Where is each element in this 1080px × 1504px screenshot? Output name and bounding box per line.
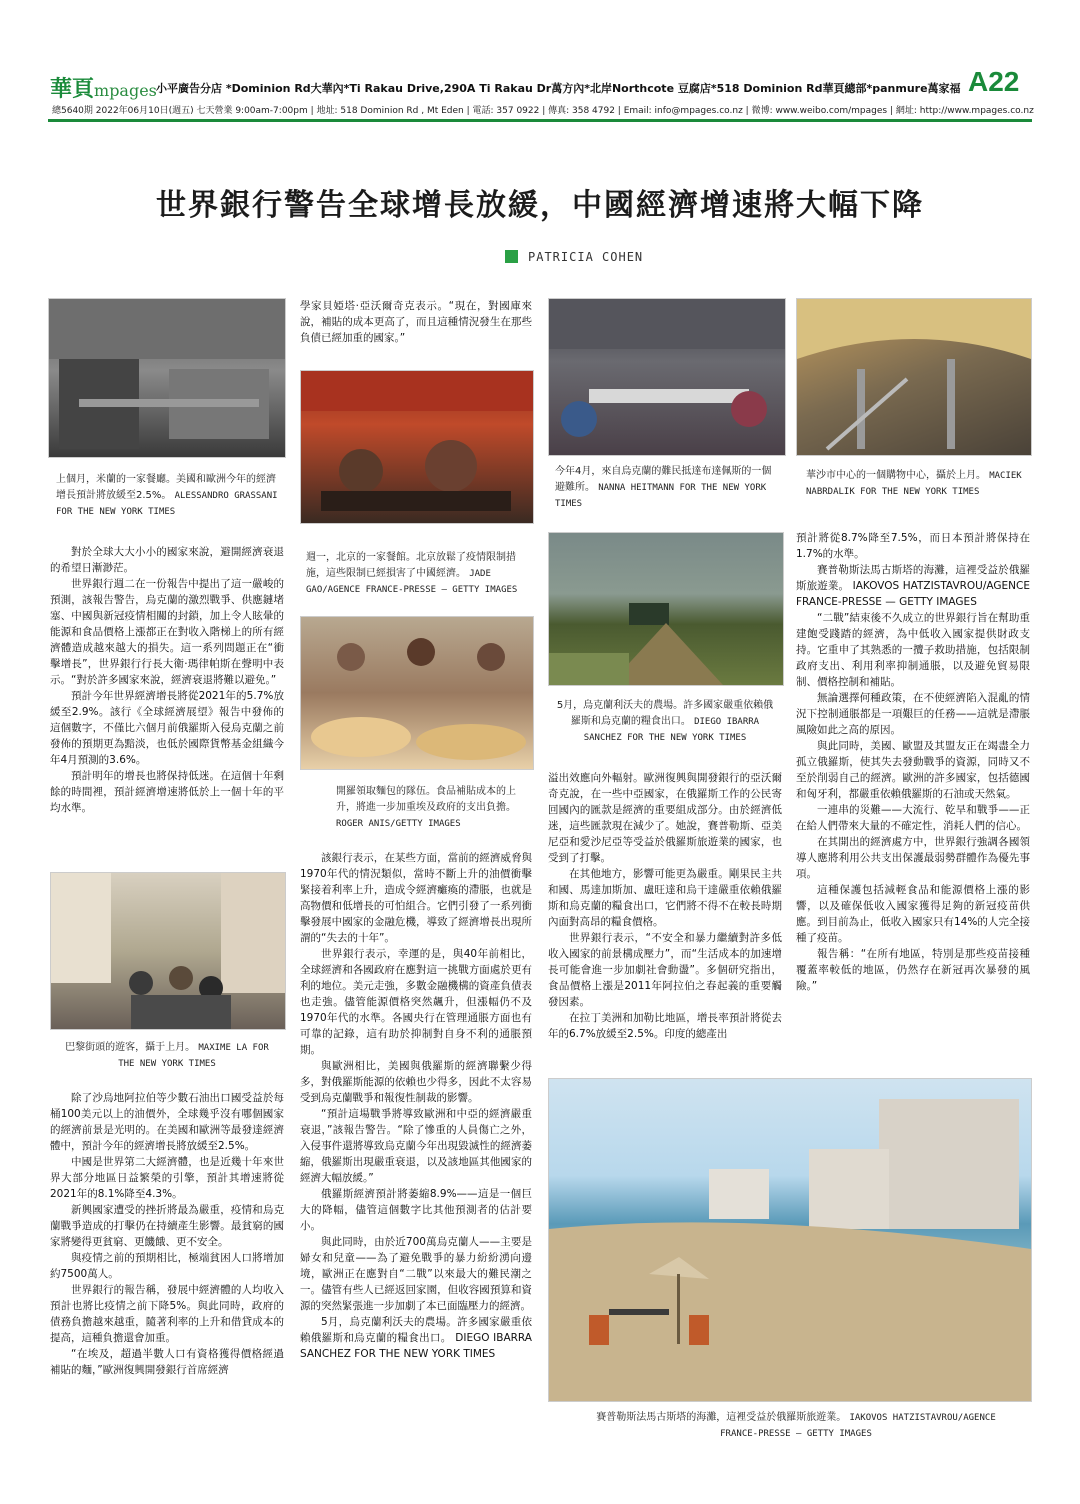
paragraph: 這種保護包括減輕食品和能源價格上漲的影響，以及確保低收入國家獲得足夠的新冠疫苗供應。到目前為止，低收入國家只有14%的人完全接種了疫苗。 [796,884,1030,944]
paragraph: 與歐洲相比，美國與俄羅斯的經濟聯繫少得多，對俄羅斯能源的依賴也少得多，因此不太容易受到烏克蘭戰爭和報復性制裁的影響。 [300,1060,532,1104]
caption-paris: 巴黎街頭的遊客，攝于上月。 MAXIME LA FOR THE NEW YORK TIMES [65,1042,269,1069]
paragraph: 與疫情之前的預期相比，極端貧困人口將增加約7500萬人。 [50,1252,284,1280]
paragraph: “在埃及，超過半數人口有資格獲得價格經過補貼的麵，”歐洲復興開發銀行首席經濟 [50,1348,284,1376]
paragraph: 預計明年的增長也將保持低迷。在這個十年剩餘的時間裡，預計經濟增速將低於上一個十年的平均水準。 [50,770,284,814]
paragraph: 與此同時，美國、歐盟及其盟友正在竭盡全力孤立俄羅斯，使其失去發動戰爭的資源，同時又不至於削弱自己的經濟。歐洲的許多國家，包括德國和匈牙利，都嚴重依賴俄羅斯的石油或天然氣。 [796,740,1030,800]
issue-info-line: 總5640期 2022年06月10日(週五) 七天營業 9:00am-7:00pm | 地址: 518 Dominion Rd , Mt Eden | 電話: 357 0922 | 傳真: 358 4792 | Email: info@mpages.co.nz | 微博: www.weibo.com/mpages | 網址: http://www.mpages.co.nz [52,106,1034,116]
page-number: A22 [968,66,1020,97]
body-column-3 [548,770,782,1042]
paragraph: 一連串的災難——大流行、乾旱和戰爭——正在給人們帶來大量的不確定性，消耗人們的信心。 [796,804,1030,832]
paragraph: 中國是世界第二大經濟體，也是近幾十年來世界大部分地區日益繁榮的引擎，預計其增速將從2021年的8.1%降至4.3%。 [50,1156,284,1200]
header-rule [48,119,1032,122]
paragraph: 在其開出的經濟處方中，世界銀行強調各國領導人應將利用公共支出保護最弱勢群體作為優先事項。 [796,836,1030,880]
article-title: 世界銀行警告全球增長放緩，中國經濟增速將大幅下降 [156,188,924,223]
photo-milan-restaurant [48,298,286,458]
photo-warsaw-mall [796,298,1032,456]
paragraph: 俄羅斯經濟預計將萎縮8.9%——這是一個巨大的降幅，儘管這個數字比其他預測者的估計要小。 [300,1188,532,1232]
photo-budapest-shelter [548,298,786,456]
caption-budapest: 今年4月，來自烏克蘭的難民抵達布達佩斯的一個避難所。 NANNA HEITMANN FOR THE NEW YORK TIMES [555,466,772,509]
photo-famagusta-beach [548,1078,1032,1402]
paragraph: 該銀行表示，在某些方面，當前的經濟威脅與1970年代的情況類似，當時不斷上升的油價衝擊緊接着利率上升，造成令經濟癱瘓的滯脹，也就是高物價和低增長的可怕組合。它們引發了一系列衝擊發展中國家的金融危機，導致了經濟增長出現所謂的“失去的十年”。 [300,852,532,944]
body-column-4 [796,530,1030,994]
body-column-2a [300,298,532,346]
branch-addresses: 小平廣告分店 *Dominion Rd大華內*Ti Rakau Drive,290A Ti Rakau Dr萬方內*北岸Northcote 豆腐店*518 Dominion Rd華頁總部*panmure萬家福 [156,82,961,95]
paragraph: 世界銀行表示，“不安全和暴力繼續對許多低收入國家的前景構成壓力”，而“生活成本的加速增長可能會進一步加劇社會動盪”。多個研究指出，食品價格上漲是2011年阿拉伯之春起義的重要觸發因素。 [548,932,782,1008]
caption-cairo: 開羅領取麵包的隊伍。食品補貼成本的上升，將進一步加重埃及政府的支出負擔。 ROGER ANIS/GETTY IMAGES [336,786,516,829]
caption-lviv: 5月，烏克蘭利沃夫的農場。許多國家嚴重依賴俄羅斯和烏克蘭的糧食出口。 DIEGO IBARRA SANCHEZ FOR THE NEW YORK TIMES [556,700,774,743]
byline: PATRICIA COHEN [505,250,643,264]
photo-beijing-restaurant [300,370,534,524]
caption-beijing: 週一，北京的一家餐館。北京放鬆了疫情限制措施，這些限制已經損害了中國經濟。 JADE GAO/AGENCE FRANCE-PRESSE — GETTY IMAGES [306,552,518,595]
photo-cairo-bread-line [300,616,534,770]
photo-lviv-farm [548,532,784,686]
paragraph: 在拉丁美洲和加勒比地區，增長率預計將從去年的6.7%放緩至2.5%。印度的總產出 [548,1012,782,1040]
caption-famagusta: 賽普勒斯法馬古斯塔的海灘，這裡受益於俄羅斯旅遊業。 IAKOVOS HATZISTAVROU/AGENCE FRANCE-PRESSE — GETTY IMAGES [596,1412,996,1439]
caption-warsaw: 華沙市中心的一個購物中心，攝於上月。 MACIEK NABRDALIK FOR THE NEW YORK TIMES [806,470,1022,497]
paragraph: 賽普勒斯法馬古斯塔的海灘，這裡受益於俄羅斯旅遊業。 IAKOVOS HATZISTAVROU/AGENCE FRANCE-PRESSE — GETTY IMAGES [796,564,1030,608]
paragraph: 5月，烏克蘭利沃夫的農場。許多國家嚴重依賴俄羅斯和烏克蘭的糧食出口。 DIEGO IBARRA SANCHEZ FOR THE NEW YORK TIMES [300,1316,532,1360]
paragraph: 無論選擇何種政策，在不使經濟陷入混亂的情況下控制通脹都是一項艱巨的任務——這就是滯脹風險如此之高的原因。 [796,692,1030,736]
paragraph: 溢出效應向外輻射。歐洲復興與開發銀行的亞沃爾奇克說，在一些中亞國家，在俄羅斯工作的公民寄回國內的匯款是經濟的重要組成部分。由於經濟低迷，這些匯款現在減少了。她說，賽普勒斯、亞美尼亞和愛沙尼亞等受益於俄羅斯旅遊業的國家，也受到了打擊。 [548,772,782,864]
caption-milan: 上個月，米蘭的一家餐廳。美國和歐洲今年的經濟增長預計將放緩至2.5%。 ALESSANDRO GRASSANI FOR THE NEW YORK TIMES [56,474,278,517]
paragraph: 學家貝婭塔·亞沃爾奇克表示。“現在，對國庫來說，補貼的成本更高了，而且這種情況發生在那些負債已經加重的國家。” [300,300,532,344]
body-column-1a [50,544,284,816]
paragraph: 對於全球大大小小的國家來說，避開經濟衰退的希望日漸渺茫。 [50,546,284,574]
byline-marker [505,250,518,263]
paragraph: 世界銀行表示，幸運的是，與40年前相比，全球經濟和各國政府在應對這一挑戰方面處於更有利的地位。美元走強，多數金融機構的資產負債表也走強。儘管能源價格突然飆升，但漲幅仍不及1970年代的水準。各國央行在管理通脹方面也有可靠的記錄，這有助於抑制對自身不利的通脹預期。 [300,948,532,1056]
paragraph: 預計將從8.7%降至7.5%，而日本預計將保持在1.7%的水準。 [796,532,1030,560]
photo-paris-street [50,872,286,1030]
paragraph: 報告稱：“在所有地區，特別是那些疫苗接種覆蓋率較低的地區，仍然存在新冠再次暴發的風險。” [796,948,1030,992]
paragraph: 除了沙烏地阿拉伯等少數石油出口國受益於每桶100美元以上的油價外，全球幾乎沒有哪個國家的經濟前景是光明的。在美國和歐洲等最發達經濟體中，預計今年的經濟增長將放緩至2.5%。 [50,1092,284,1152]
masthead-logo: 華頁mpages [50,76,157,102]
paragraph: 世界銀行的報告稱，發展中經濟體的人均收入預計也將比疫情之前下降5%。與此同時，政府的債務負擔越來越重，隨著利率的上升和借貸成本的提高，這種負擔還會加重。 [50,1284,284,1344]
body-column-1b [50,1090,284,1378]
paragraph: “預計這場戰爭將導致歐洲和中亞的經濟嚴重衰退，”該報告警告。“除了慘重的人員傷亡之外，入侵事件還將導致烏克蘭今年出現毀滅性的經濟萎縮，俄羅斯出現嚴重衰退，以及該地區其他國家的經濟大幅放緩。” [300,1108,532,1184]
paragraph: 在其他地方，影響可能更為嚴重。剛果民主共和國、馬達加斯加、盧旺達和烏干達嚴重依賴俄羅斯和烏克蘭的糧食出口，它們將不得不在較長時期內面對高昂的糧食價格。 [548,868,782,928]
paragraph: “二戰”結束後不久成立的世界銀行旨在幫助重建飽受踐踏的經濟，為中低收入國家提供財政支持。它重申了其熟悉的一攬子救助措施，包括限制政府支出、利用利率抑制通脹，以及避免貿易限制、價格控制和補貼。 [796,612,1030,688]
paragraph: 預計今年世界經濟增長將從2021年的5.7%放緩至2.9%。該行《全球經濟展望》報告中發佈的這個數字，不僅比六個月前俄羅斯入侵烏克蘭之前發佈的預期更為黯淡，也低於國際貨幣基金組織今年4月預測的3.6%。 [50,690,284,766]
body-column-2b [300,850,532,1362]
paragraph: 新興國家遭受的挫折將最為嚴重，疫情和烏克蘭戰爭造成的打擊仍在持續產生影響。最貧窮的國家將變得更貧窮、更饑餓、更不安全。 [50,1204,284,1248]
paragraph: 與此同時，由於近700萬烏克蘭人——主要是婦女和兒童——為了避免戰爭的暴力紛紛湧向邊境，歐洲正在應對自“二戰”以來最大的難民潮之一。儘管有些人已經返回家園，但收容國預算和資源的突然緊張進一步加劇了本已面臨壓力的經濟。 [300,1236,532,1312]
paragraph: 世界銀行週二在一份報告中提出了這一嚴峻的預測，該報告警告，烏克蘭的激烈戰爭、供應鏈堵塞、中國與新冠疫情相關的封鎖，加上令人眩暈的能源和食品價格上漲都正在對收入階梯上的所有經濟體造成越來越大的損失。這一系列問題正在“衝擊增長”，世界銀行行長大衛·瑪律帕斯在聲明中表示。“對於許多國家來說，經濟衰退將難以避免。” [50,578,284,686]
